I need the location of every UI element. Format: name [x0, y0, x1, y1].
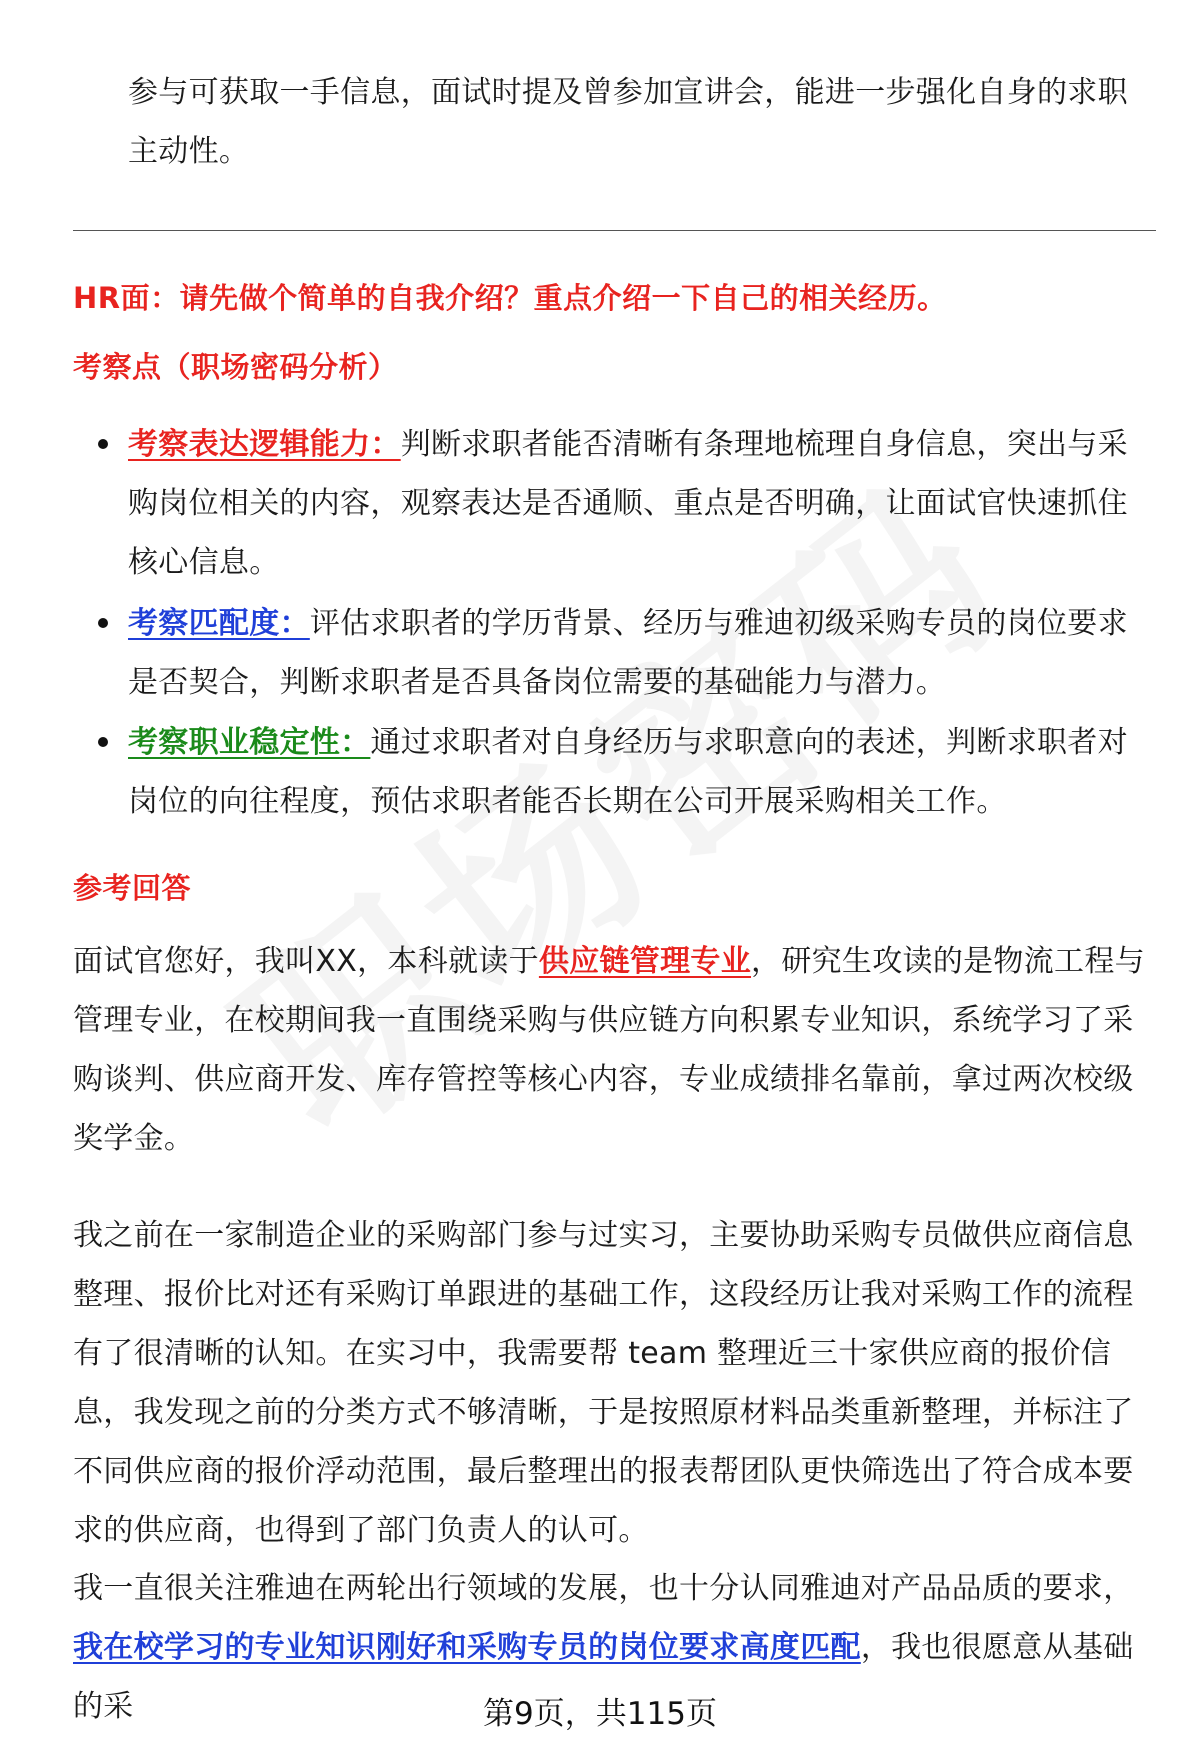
analysis-point-2	[128, 594, 1148, 712]
answer-highlight: 供应链管理专业	[538, 944, 752, 979]
bullet-dot	[98, 618, 108, 628]
analysis-point-1	[128, 415, 1148, 592]
point-text: 评估求职者的学历背景、经历与雅迪初级采购专员的岗位要求是否契合，判断求职者是否具备岗位需要的基础能力与潜力。	[128, 606, 1128, 700]
intro-paragraph: 参与可获取一手信息，面试时提及曾参加宣讲会，能进一步强化自身的求职主动性。	[128, 75, 1128, 169]
answer-highlight: 我在校学习的专业知识刚好和采购专员的岗位要求高度匹配	[73, 1630, 861, 1665]
section-divider	[73, 230, 1156, 231]
point-text: 判断求职者能否清晰有条理地梳理自身信息，突出与采购岗位相关的内容，观察表达是否通顺、重点是否明确，让面试官快速抓住核心信息。	[128, 427, 1128, 580]
answer-text: 面试官您好，我叫XX，本科就读于	[73, 944, 539, 979]
analysis-point-3	[128, 713, 1148, 831]
page-number: 第9页，共115页	[483, 1696, 717, 1732]
answer-text: 我一直很关注雅迪在两轮出行领域的发展，也十分认同雅迪对产品品质的要求，	[73, 1571, 1134, 1606]
answer-heading: 参考回答	[73, 871, 192, 905]
point-lead: 考察表达逻辑能力：	[128, 427, 401, 462]
bullet-dot	[98, 737, 108, 747]
answer-paragraph-1	[73, 932, 1158, 1168]
question-title: HR面：请先做个简单的自我介绍？重点介绍一下自己的相关经历。	[73, 281, 947, 315]
point-lead: 考察职业稳定性：	[128, 725, 371, 760]
point-text: 通过求职者对自身经历与求职意向的表述，判断求职者对岗位的向往程度，预估求职者能否长期在公司开展采购相关工作。	[128, 725, 1128, 819]
answer-text: ，研究生攻读的是物流工程与管理专业，在校期间我一直围绕采购与供应链方向积累专业知识，系统学习了采购谈判、供应商开发、库存管控等核心内容，专业成绩排名靠前，拿过两次校级奖学金。	[73, 944, 1145, 1156]
answer-paragraph-2: 我之前在一家制造企业的采购部门参与过实习，主要协助采购专员做供应商信息整理、报价比对还有采购订单跟进的基础工作，这段经历让我对采购工作的流程有了很清晰的认知。在实习中，我需要帮 team 整理近三十家供应商的报价信息，我发现之前的分类方式不够清晰，于是按照原材料品类重新整理，并标注了不同供应商的报价浮动范围，最后整理出的报表帮团队更快筛选出了符合成本要求的供应商，也得到了部门负责人的认可。	[73, 1218, 1134, 1548]
bullet-dot	[98, 439, 108, 449]
answer-text: ，我也很愿意从基础的采	[73, 1630, 1134, 1724]
analysis-heading: 考察点（职场密码分析）	[73, 350, 398, 384]
point-lead: 考察匹配度：	[128, 606, 310, 641]
